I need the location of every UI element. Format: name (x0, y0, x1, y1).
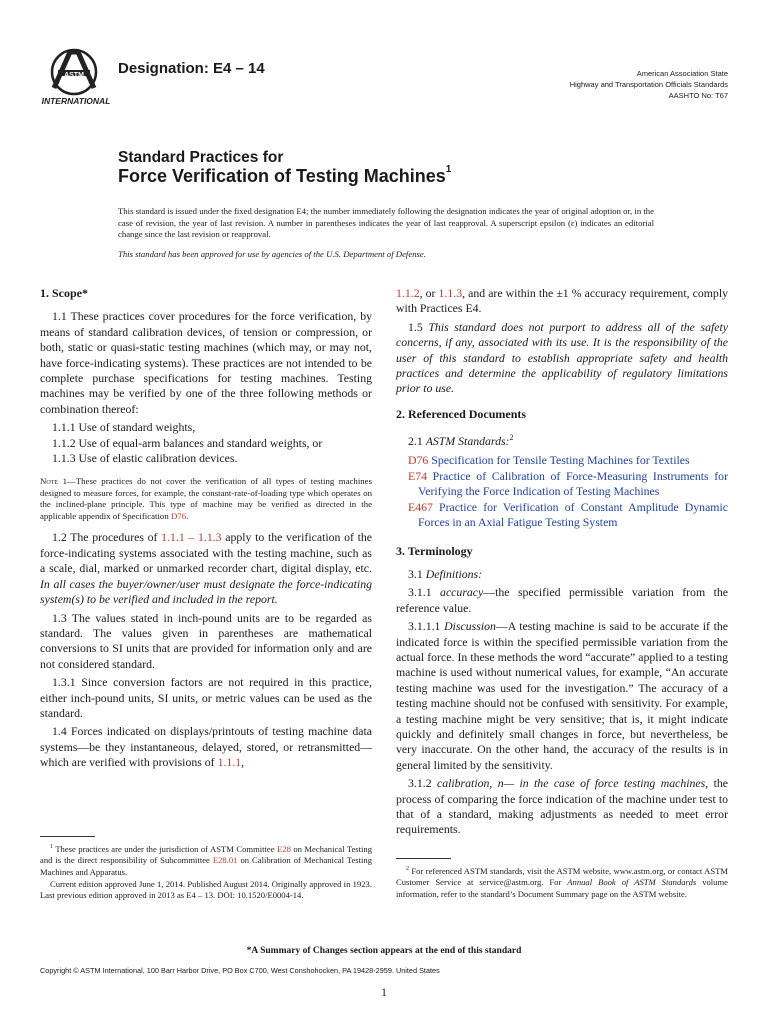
aashto-note (570, 68, 728, 101)
term: Discussion (444, 619, 496, 634)
summary-of-changes-note: *A Summary of Changes section appears at the end of this standard (246, 946, 522, 956)
text: 2.1 (408, 434, 426, 449)
text: These practices are under the jurisdiction of ASTM Committee (53, 843, 278, 854)
standard-subtitle: Standard Practices for (118, 149, 284, 166)
footnote-mark: 1 (50, 844, 53, 850)
footnote-mark: 2 (509, 433, 514, 443)
text: 3.1.2 (408, 776, 437, 791)
footnote-1-text (40, 842, 372, 879)
note-text: 1—These practices do not cover the verification of all types of testing machines designed to measure forces, for example, the constant-rate-of-loading type which operates on the inclined-plane principle. This type of machine may be verified as directed in the applicable appendix of Specification (40, 476, 372, 521)
footnote-1-edition: Current edition approved June 1, 2014. Published August 2014. Originally approved in 1923. Last previous edition approved in 2013 as E4 – 13. DOI: 10.1520/E0004-14. (40, 878, 372, 901)
paragraph-1-1-2: 1.1.2 Use of equal-arm balances and standard weights, or (52, 435, 323, 450)
standard-title (118, 166, 451, 187)
italic-text: Definitions: (425, 566, 483, 581)
paragraph-3-1-2 (396, 776, 728, 838)
text: 1.2 The procedures of (52, 530, 162, 545)
aashto-line: AASHTO No: T67 (668, 91, 728, 100)
paragraph-1-3: 1.3 The values stated in inch-pound units are to be regarded as standard. The values given in parentheses are mathematical conversions to SI units that are provided for information only and are not considered standard. (40, 610, 372, 671)
ref-link-1-1-2[interactable]: 1.1.2 (396, 286, 420, 300)
footnote-1 (40, 842, 372, 902)
ref-link-d76[interactable]: D76 (408, 452, 429, 467)
italic-text: Annual Book of ASTM Standards (567, 877, 697, 888)
ref-link-d76[interactable]: D76 (170, 510, 187, 521)
issue-note: This standard is issued under the fixed designation E4; the number immediately following the designation indicates the year of original adoption or, in the case of revision, the year of last revision. A number in parentheses indicates the year of last reapproval. A superscript epsilon (ε) indicates an editorial change since the last revision or reapproval. (118, 206, 654, 239)
paragraph-2-1 (396, 430, 728, 449)
term: calibration, n— in the case of force testing machines (436, 776, 706, 791)
section-heading-terminology: 3. Terminology (396, 543, 473, 558)
referenced-document (396, 453, 728, 468)
paragraph-1-2 (40, 530, 372, 607)
paragraph-1-4-continued (396, 286, 728, 317)
paragraph-1-1-1: 1.1.1 Use of standard weights, (52, 420, 196, 435)
text: —A testing machine is said to be accurate if the indicated force is within the specified permissible variation from the actual force. In these methods the word “accurate” applied to a testing machine is used without numerical values, for example, “An accurate testing machine was used for the investigation.” The accuracy of a testing machine should not be confused with sensitivity. For example, a testing machine might be very sensitive; that is, it might indicate quickly and definitely small changes in force, but nevertheless, be very inaccurate. On the other hand, the accuracy of the results is in general limited by the sensitivity. (396, 619, 728, 772)
text: 3.1.1 (408, 585, 441, 600)
text: , or (419, 286, 439, 300)
ref-link-e28[interactable]: E28 (277, 843, 291, 854)
ref-doc-title[interactable]: Practice of Calibration of Force-Measuring Instruments for Verifying the Force Indication of Testing Machines (418, 468, 728, 498)
paragraph-3-1-1-1 (396, 619, 728, 773)
right-column (396, 286, 728, 841)
note-1 (40, 476, 372, 522)
text: 3.1.1.1 (408, 619, 445, 634)
paragraph-3-1-1 (396, 585, 728, 616)
text: , the process of comparing the force indication of the machine under test to that of a standard, making adjustments as needed to meet error requirements. (396, 776, 728, 837)
italic-text: In all cases the buyer/owner/user must designate the force-indicating system(s) to be verified and included in the report. (40, 576, 372, 607)
title-footnote-mark: 1 (445, 164, 452, 175)
logo-letters: ASTM (64, 72, 84, 79)
copyright-line: Copyright © ASTM International, 100 Barr Harbor Drive, PO Box C700, West Conshohocken, PA 19428-2959. United States (40, 966, 440, 975)
paragraph-1-4 (40, 724, 372, 770)
paragraph-1-1: 1.1 These practices cover procedures for the force verification, by means of standard calibration devices, of tension or compression, or both, static or quasi-static testing machines (which may, or may not, have force-indicating systems). These practices are not intended to be complete purchase specifications for testing machines. Testing machines may be verified by one of the three following methods or combination thereof: (40, 309, 372, 416)
ref-doc-title[interactable]: Practice for Verification of Constant Amplitude Dynamic Forces in an Axial Fatigue Testing System (418, 499, 728, 529)
section-heading-referenced-documents: 2. Referenced Documents (396, 406, 527, 421)
ref-link-e467[interactable]: E467 (408, 499, 433, 514)
text: on Mechanical Testing and is the direct responsibility of Subcommittee (40, 843, 372, 866)
footnote-2-text (396, 864, 728, 901)
ref-link-e28-01[interactable]: E28.01 (212, 855, 238, 866)
dod-note: This standard has been approved for use by agencies of the U.S. Department of Defense. (118, 249, 426, 259)
paragraph-3-1 (396, 567, 728, 582)
term: accuracy (440, 585, 484, 600)
logo-text: INTERNATIONAL (41, 96, 111, 106)
ref-link-e74[interactable]: E74 (408, 468, 428, 483)
ref-link-1-1-1[interactable]: 1.1.1 (217, 755, 242, 770)
text: —the specified permissible variation from the reference value. (396, 585, 728, 615)
text: 1.4 Forces indicated on displays/printouts of testing machine data systems—be they instantaneous, delayed, stored, or retransmitted—which are verified with provisions of (40, 724, 372, 770)
footnote-mark: 2 (406, 866, 409, 872)
note-label: Note (40, 476, 59, 487)
text: For referenced ASTM standards, visit the ASTM website, www.astm.org, or contact ASTM Customer Service at service@astm.org. For (396, 865, 728, 888)
text: on Calibration of Mechanical Testing Machines and Apparatus. (40, 855, 372, 878)
footnote-2 (396, 864, 728, 901)
note-end: . (186, 510, 189, 521)
aashto-line: Highway and Transportation Officials Standards (569, 80, 728, 89)
page-number: 1 (381, 985, 387, 999)
italic-text: ASTM Standards: (425, 434, 510, 449)
text: 3.1 (408, 566, 426, 581)
text: 1.5 (408, 319, 429, 334)
paragraph-1-3-1: 1.3.1 Since conversion factors are not required in this practice, either inch-pound units, SI units, or metric values can be used as the standard. (40, 675, 372, 720)
ref-doc-title[interactable]: Specification for Tensile Testing Machines for Textiles (428, 452, 690, 467)
paragraph-1-5 (396, 320, 728, 397)
text: apply to the verification of the force-indicating systems associated with the testing machine, such as a scale, dial, marked or unmarked recorder chart, digital display, etc. (40, 530, 373, 576)
ref-link-1-1-1-to-1-1-3[interactable]: 1.1.1 – 1.1.3 (161, 530, 222, 545)
referenced-document (396, 469, 728, 499)
left-column (40, 286, 372, 774)
standard-title-text: Force Verification of Testing Machines (118, 166, 446, 186)
text: , and are within the ±1 % accuracy requirement, comply with Practices E4. (396, 286, 728, 316)
footnote-divider (396, 858, 451, 859)
footnote-divider (40, 836, 95, 837)
paragraph-1-1-3: 1.1.3 Use of elastic calibration devices. (52, 451, 238, 466)
referenced-document (396, 500, 728, 530)
astm-international-logo (40, 46, 112, 108)
section-heading-scope: 1. Scope* (40, 286, 88, 300)
designation: Designation: E4 – 14 (118, 60, 265, 77)
text: , (241, 755, 245, 770)
ref-link-1-1-3[interactable]: 1.1.3 (438, 286, 463, 300)
text: volume information, refer to the standard’s Document Summary page on the ASTM website. (396, 877, 728, 900)
aashto-line: American Association State (636, 69, 728, 78)
italic-text: This standard does not purport to address all of the safety concerns, if any, associated with its use. It is the responsibility of the user of this standard to establish appropriate safety and health practices and determine the applicability of regulatory limitations prior to use. (396, 319, 728, 396)
